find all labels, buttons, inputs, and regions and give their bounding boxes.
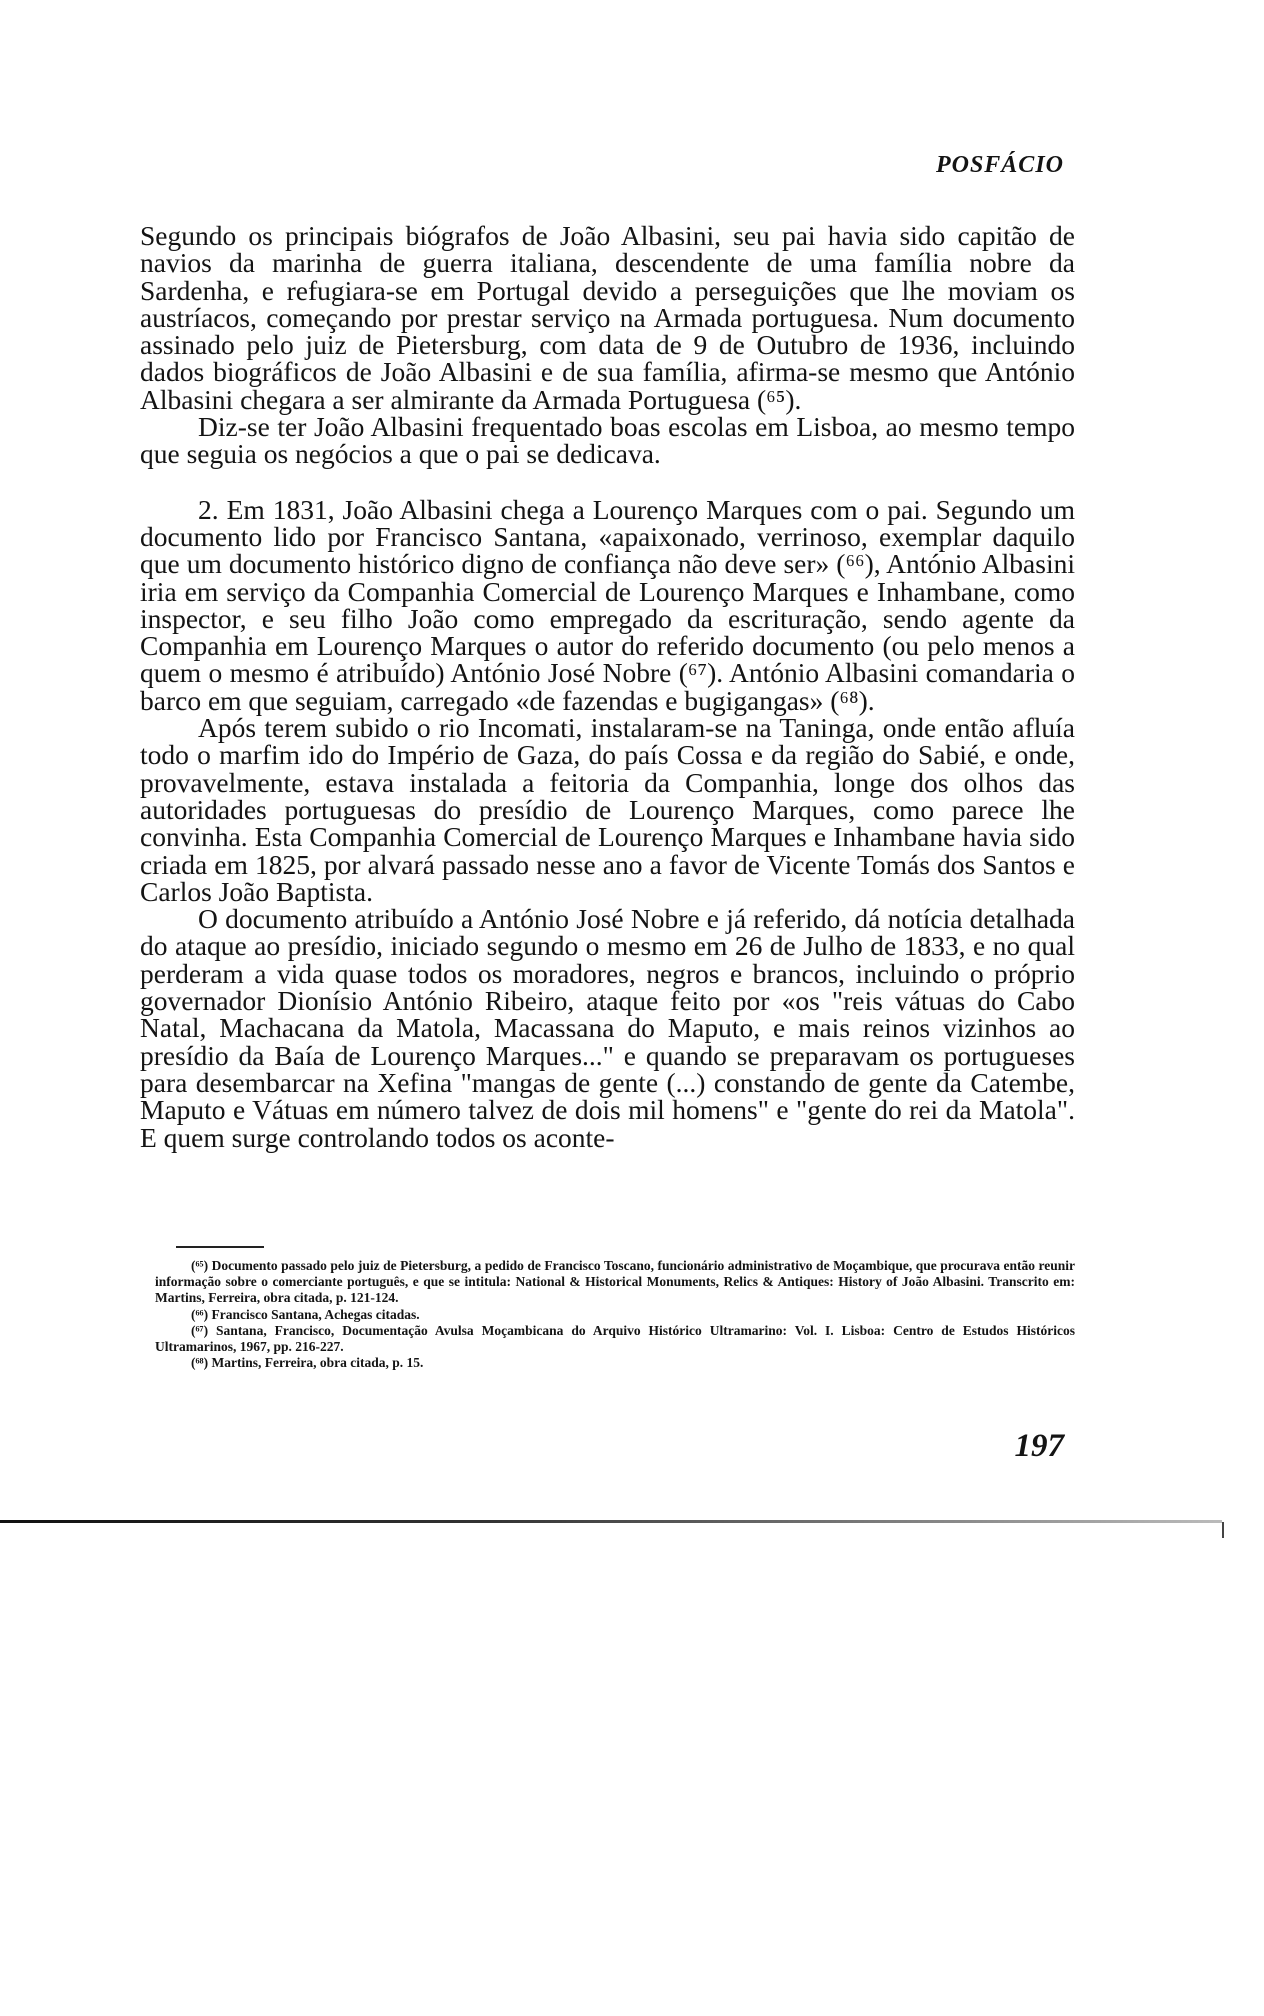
footnotes xyxy=(155,1258,1075,1371)
scan-edge-tick xyxy=(1222,1522,1224,1538)
footnote-separator xyxy=(176,1246,264,1248)
footnote: (⁶⁷) Santana, Francisco, Documentação Avulsa Moçambicana do Arquivo Histórico Ultramarino: Vol. I. Lisboa: Centro de Estudos Históricos Ultramarinos, 1967, pp. 216-227. xyxy=(155,1322,1075,1355)
running-head: POSFÁCIO xyxy=(935,152,1064,178)
paragraph: 2. Em 1831, João Albasini chega a Lourenço Marques com o pai. Segundo um documento lido por Francisco Santana, «apaixonado, verrinoso, exemplar daquilo que um documento histórico digno de confiança não deve ser» (⁶⁶), António Albasini iria em serviço da Companhia Comercial de Lourenço Marques e Inhambane, como inspector, e seu filho João como empregado da escrituração, sendo agente da Companhia em Lourenço Marques o autor do referido documento (ou pelo menos a quem o mesmo é atribuído) António José Nobre (⁶⁷). António Albasini comandaria o barco em que seguiam, carregado «de fazendas e bugigangas» (⁶⁸). xyxy=(140,493,1075,716)
footnote: (⁶⁵) Documento passado pelo juiz de Pietersburg, a pedido de Francisco Toscano, funcionário administrativo de Moçambique, que procurava então reunir informação sobre o comerciante português, e que se intitula: National & Historical Monuments, Relics & Antiques: History of João Albasini. Transcrito em: Martins, Ferreira, obra citada, p. 121-124. xyxy=(155,1258,1075,1306)
paragraph: Segundo os principais biógrafos de João Albasini, seu pai havia sido capitão de navios da marinha de guerra italiana, descendente de uma família nobre da Sardenha, e refugiara-se em Portugal devido a perseguições que lhe moviam os austríacos, começando por prestar serviço na Armada portuguesa. Num documento assinado pelo juiz de Pietersburg, com data de 9 de Outubro de 1936, incluindo dados biográficos de João Albasini e de sua família, afirma-se mesmo que António Albasini chegara a ser almirante da Armada Portuguesa (⁶⁵). xyxy=(140,220,1075,415)
footnote: (⁶⁸) Martins, Ferreira, obra citada, p. 15. xyxy=(191,1355,424,1371)
paragraph: Após terem subido o rio Incomati, instalaram-se na Taninga, onde então afluía todo o marfim ido do Império de Gaza, do país Cossa e da região do Sabié, e onde, provavelmente, estava instalada a feitoria da Companhia, longe dos olhos das autoridades portuguesas do presídio de Lourenço Marques, como parece lhe convinha. Esta Companhia Comercial de Lourenço Marques e Inhambane havia sido criada em 1825, por alvará passado nesse ano a favor de Vicente Tomás dos Santos e Carlos João Baptista. xyxy=(140,712,1075,907)
page-number: 197 xyxy=(1014,1428,1064,1464)
paragraph: O documento atribuído a António José Nobre e já referido, dá notícia detalhada do ataque ao presídio, iniciado segundo o mesmo em 26 de Julho de 1833, e no qual perderam a vida quase todos os moradores, negros e brancos, incluindo o próprio governador Dionísio António Ribeiro, ataque feito por «os "reis vátuas do Cabo Natal, Machacana da Matola, Macassana do Maputo, e mais reinos vizinhos ao presídio da Baía de Lourenço Marques..." e quando se preparavam os portugueses para desembarcar na Xefina "mangas de gente (...) constando de gente da Catembe, Maputo e Vátuas em número talvez de dois mil homens" e "gente do rei da Matola". E quem surge controlando todos os aconte- xyxy=(140,903,1075,1153)
footnote: (⁶⁶) Francisco Santana, Achegas citadas. xyxy=(191,1306,420,1322)
body-text xyxy=(140,222,1075,1151)
paragraph: Diz-se ter João Albasini frequentado boas escolas em Lisboa, ao mesmo tempo que seguia os negócios a que o pai se dedicava. xyxy=(140,411,1075,470)
scan-edge-line xyxy=(0,1520,1222,1523)
